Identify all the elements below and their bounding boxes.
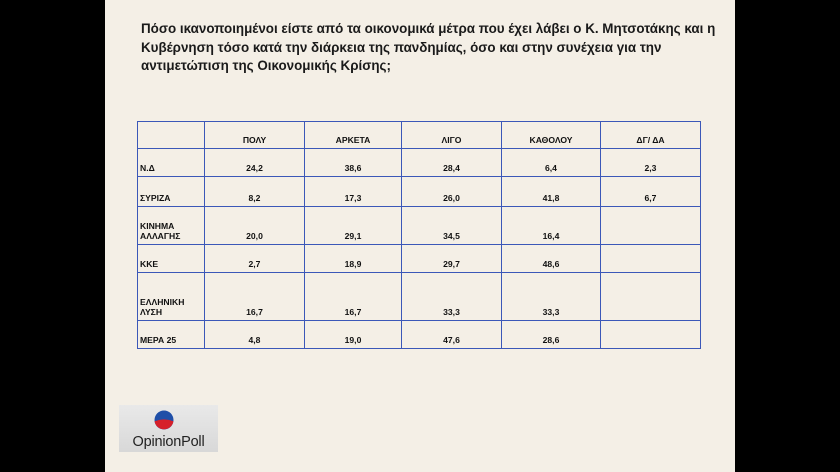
header-arketa: ΑΡΚΕΤΑ (305, 122, 402, 149)
value-cell: 2,3 (601, 149, 701, 177)
value-cell: 28,4 (402, 149, 502, 177)
table-row (138, 245, 701, 273)
table-row (138, 321, 701, 349)
party-cell (138, 321, 205, 349)
table-row (138, 149, 701, 177)
party-cell (138, 207, 205, 245)
logo-text: OpinionPoll (132, 434, 205, 450)
slide (105, 0, 735, 472)
value-cell: 34,5 (402, 207, 502, 245)
opinionpoll-logo (119, 405, 218, 452)
value-cell: 33,3 (502, 273, 601, 321)
value-cell (601, 245, 701, 273)
party-cell (138, 245, 205, 273)
value-cell (601, 273, 701, 321)
value-cell (601, 321, 701, 349)
party-name-line2: ΑΛΛΑΓΗΣ (140, 231, 181, 241)
header-katholou: ΚΑΘΟΛΟΥ (502, 122, 601, 149)
value-cell: 29,7 (402, 245, 502, 273)
value-cell: 18,9 (305, 245, 402, 273)
party-name-line1: ΚΙΝΗΜΑ (140, 221, 175, 231)
header-blank (138, 122, 205, 149)
value-cell: 47,6 (402, 321, 502, 349)
value-cell: 17,3 (305, 177, 402, 207)
value-cell: 33,3 (402, 273, 502, 321)
party-name: ΚΚΕ (140, 259, 159, 269)
value-cell: 2,7 (205, 245, 305, 273)
question-title: Πόσο ικανοποιημένοι είστε από τα οικονομικά μέτρα που έχει λάβει ο Κ. Μητσοτάκης και η Κυβέρνηση τόσο κατά την διάρκεια της πανδημίας, όσο και στην συνέχεια για την αντιμετώπιση της Οικονομικής Κρίσης; (141, 21, 716, 74)
party-name: ΣΥΡΙΖΑ (140, 193, 171, 203)
value-cell: 26,0 (402, 177, 502, 207)
value-cell: 4,8 (205, 321, 305, 349)
party-name-line2: ΛΥΣΗ (140, 307, 163, 317)
header-poly: ΠΟΛΥ (205, 122, 305, 149)
value-cell: 24,2 (205, 149, 305, 177)
value-cell: 29,1 (305, 207, 402, 245)
value-cell: 38,6 (305, 149, 402, 177)
header-dg-da: ΔΓ/ ΔΑ (601, 122, 701, 149)
header-ligo: ΛΙΓΟ (402, 122, 502, 149)
value-cell: 48,6 (502, 245, 601, 273)
value-cell: 6,4 (502, 149, 601, 177)
party-name-line1: ΕΛΛΗΝΙΚΗ (140, 297, 185, 307)
value-cell: 8,2 (205, 177, 305, 207)
logo-circle-icon (154, 410, 174, 430)
value-cell: 20,0 (205, 207, 305, 245)
party-cell (138, 273, 205, 321)
party-cell (138, 149, 205, 177)
party-cell (138, 177, 205, 207)
header-row (138, 122, 701, 149)
table-row (138, 207, 701, 245)
value-cell: 6,7 (601, 177, 701, 207)
value-cell: 41,8 (502, 177, 601, 207)
value-cell: 19,0 (305, 321, 402, 349)
value-cell: 16,7 (305, 273, 402, 321)
value-cell: 28,6 (502, 321, 601, 349)
table-row (138, 177, 701, 207)
results-table (137, 121, 701, 349)
party-name: ΜΕΡΑ 25 (140, 335, 177, 345)
party-name: Ν.Δ (140, 163, 155, 173)
value-cell (601, 207, 701, 245)
value-cell: 16,4 (502, 207, 601, 245)
value-cell: 16,7 (205, 273, 305, 321)
table-row (138, 273, 701, 321)
